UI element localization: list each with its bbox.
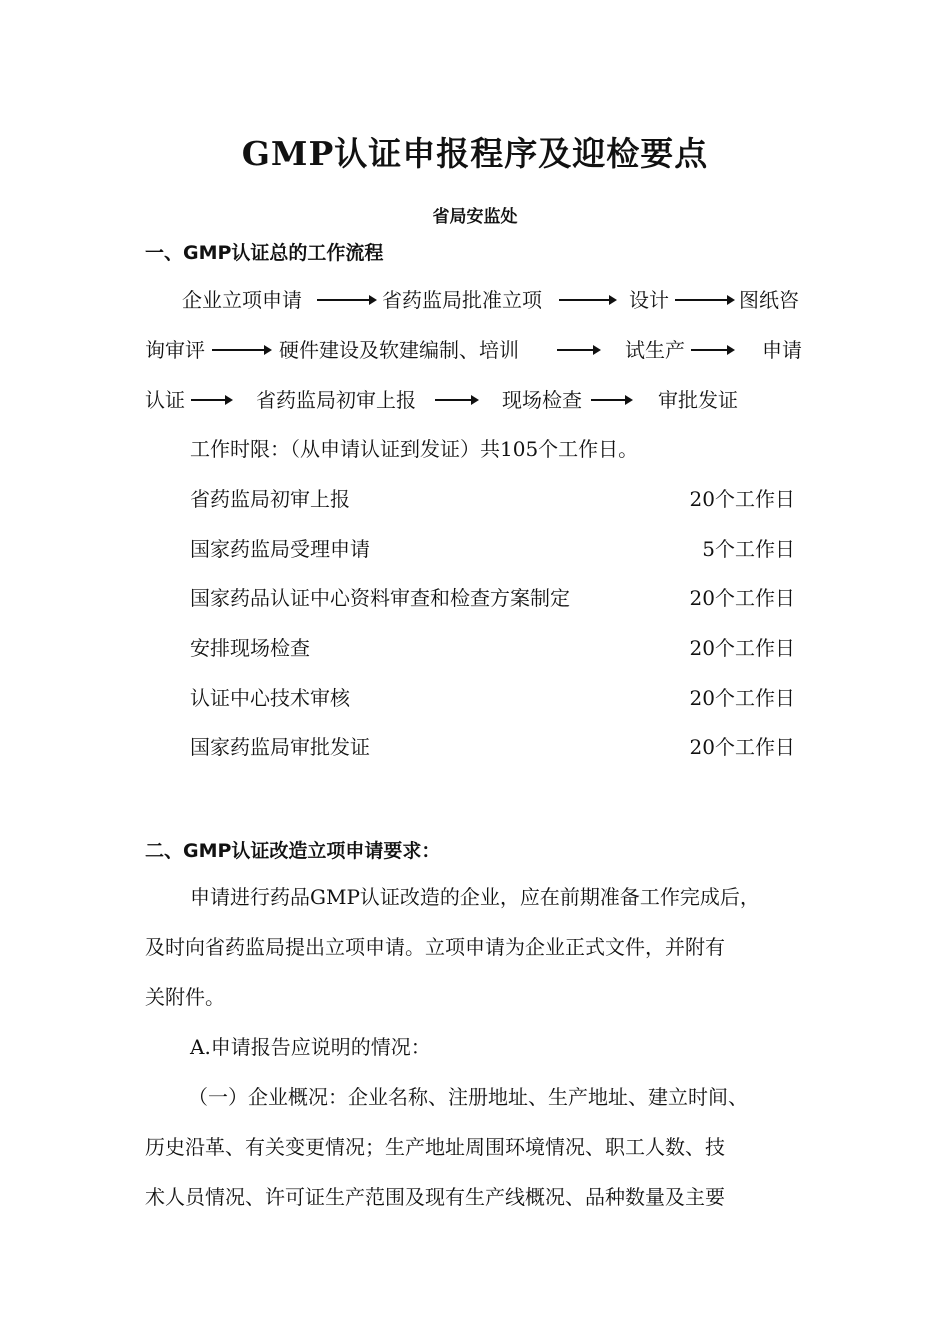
schedule-task: 安排现场检查 — [190, 636, 310, 660]
schedule-task: 认证中心技术审核 — [190, 686, 350, 710]
schedule-row — [190, 684, 795, 712]
flow-row-2 — [145, 336, 815, 364]
flow-step: 图纸咨 — [739, 288, 799, 312]
time-limit-text: 工作时限：（从申请认证到发证）共105个工作日。 — [190, 437, 639, 461]
schedule-row — [190, 535, 795, 563]
paragraph-line: 申请进行药品GMP认证改造的企业，应在前期准备工作完成后， — [190, 885, 760, 909]
subsection-a-heading: A.申请报告应说明的情况： — [190, 1035, 431, 1059]
paragraph-line: 关附件。 — [145, 985, 225, 1009]
flow-arrow-icon — [591, 399, 627, 401]
section-1-heading: 一、GMP认证总的工作流程 — [145, 242, 384, 264]
paragraph-line: 术人员情况、许可证生产范围及现有生产线概况、品种数量及主要 — [145, 1185, 725, 1209]
flow-step: 现场检查 — [502, 388, 582, 412]
flow-arrow-icon — [435, 399, 473, 401]
flow-step: 省药监局初审上报 — [256, 388, 416, 412]
flow-arrow-icon — [317, 299, 371, 301]
schedule-days: 20个工作日 — [689, 735, 795, 759]
schedule-task: 省药监局初审上报 — [190, 487, 350, 511]
flow-row-1 — [145, 286, 815, 314]
schedule-days: 20个工作日 — [689, 586, 795, 610]
schedule-days: 20个工作日 — [689, 686, 795, 710]
flow-step: 询审评 — [145, 338, 205, 362]
schedule-days: 20个工作日 — [689, 636, 795, 660]
flow-arrow-icon — [691, 349, 729, 351]
schedule-row — [190, 485, 795, 513]
flow-step: 企业立项申请 — [182, 288, 302, 312]
flow-step: 审批发证 — [658, 388, 738, 412]
schedule-days: 5个工作日 — [702, 537, 795, 561]
flow-step: 省药监局批准立项 — [382, 288, 542, 312]
flow-arrow-icon — [675, 299, 729, 301]
schedule-row — [190, 634, 795, 662]
page-title: GMP认证申报程序及迎检要点 — [241, 134, 709, 173]
page-subtitle: 省局安监处 — [432, 207, 518, 227]
flow-arrow-icon — [557, 349, 595, 351]
flow-step: 试生产 — [625, 338, 685, 362]
schedule-days: 20个工作日 — [689, 487, 795, 511]
flow-step: 申请 — [762, 338, 802, 362]
schedule-task: 国家药监局审批发证 — [190, 735, 370, 759]
flow-step: 设计 — [629, 288, 669, 312]
schedule-task: 国家药监局受理申请 — [190, 537, 370, 561]
paragraph-line: 历史沿革、有关变更情况；生产地址周围环境情况、职工人数、技 — [145, 1135, 725, 1159]
flow-arrow-icon — [559, 299, 611, 301]
schedule-row — [190, 733, 795, 761]
flow-row-3 — [145, 386, 815, 414]
flow-arrow-icon — [212, 349, 266, 351]
paragraph-line: 及时向省药监局提出立项申请。立项申请为企业正式文件，并附有 — [145, 935, 725, 959]
flow-step: 认证 — [145, 388, 185, 412]
schedule-task: 国家药品认证中心资料审查和检查方案制定 — [190, 586, 570, 610]
flow-step: 硬件建设及软建编制、培训 — [279, 338, 519, 362]
schedule-row — [190, 584, 795, 612]
flow-arrow-icon — [191, 399, 227, 401]
paragraph-line: （一）企业概况：企业名称、注册地址、生产地址、建立时间、 — [188, 1085, 748, 1109]
section-2-heading: 二、GMP认证改造立项申请要求： — [145, 840, 441, 862]
